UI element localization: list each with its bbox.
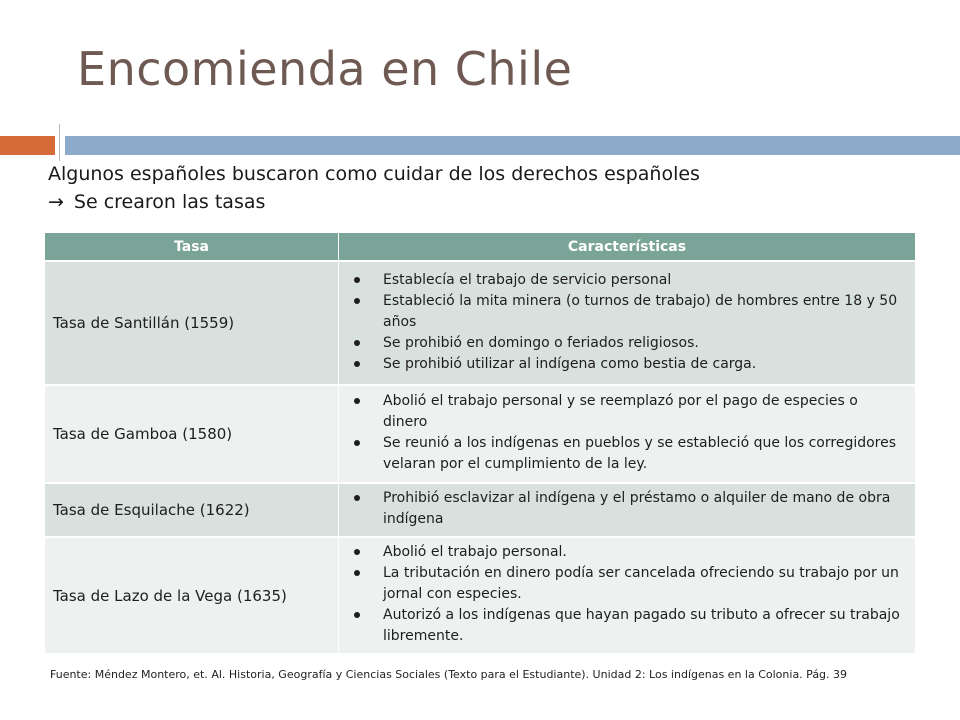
tasas-table (45, 233, 915, 653)
subtitle-line-2 (48, 188, 700, 216)
header-tasa: Tasa (45, 233, 339, 261)
characteristics-list (339, 266, 915, 381)
accent-bar-orange (0, 136, 55, 155)
tasa-characteristics (339, 261, 916, 385)
characteristics-list (339, 538, 915, 653)
list-item: Autorizó a los indígenas que hayan pagado su tributo a ofrecer su trabajo libremente. (383, 605, 901, 647)
subtitle-line-1: Algunos españoles buscaron como cuidar de los derechos españoles (48, 163, 700, 185)
subtitle-line-2-text: Se crearon las tasas (73, 191, 266, 213)
accent-bar-blue (65, 136, 960, 155)
tasa-name: Tasa de Esquilache (1622) (45, 483, 339, 537)
list-item: Estableció la mita minera (o turnos de trabajo) de hombres entre 18 y 50 años (383, 291, 901, 333)
tasa-name: Tasa de Gamboa (1580) (45, 385, 339, 483)
source-citation: Fuente: Méndez Montero, et. Al. Historia, Geografía y Ciencias Sociales (Texto para el Estudiante). Unidad 2: Los indígenas en la Colonia. Pág. 39 (50, 668, 848, 681)
characteristics-list (339, 484, 915, 536)
tasa-name: Tasa de Santillán (1559) (45, 261, 339, 385)
page-title: Encomienda en Chile (77, 42, 573, 96)
table-row (45, 261, 915, 385)
characteristics-list (339, 387, 915, 481)
list-item: La tributación en dinero podía ser cancelada ofreciendo su trabajo por un jornal con especies. (383, 563, 901, 605)
list-item: Abolió el trabajo personal. (383, 542, 901, 563)
table-header-row (45, 233, 915, 261)
list-item: Se prohibió en domingo o feriados religiosos. (383, 333, 901, 354)
divider-line (59, 124, 60, 161)
tasa-characteristics (339, 385, 916, 483)
table-row (45, 483, 915, 537)
header-caracteristicas: Características (339, 233, 916, 261)
list-item: Establecía el trabajo de servicio personal (383, 270, 901, 291)
list-item: Prohibió esclavizar al indígena y el préstamo o alquiler de mano de obra indígena (383, 488, 901, 530)
tasa-name: Tasa de Lazo de la Vega (1635) (45, 537, 339, 653)
list-item: Se prohibió utilizar al indígena como bestia de carga. (383, 354, 901, 375)
tasa-characteristics (339, 483, 916, 537)
list-item: Se reunió a los indígenas en pueblos y se estableció que los corregidores velaran por el cumplimiento de la ley. (383, 433, 901, 475)
arrow-right-icon: → (48, 191, 64, 213)
subtitle-block (48, 160, 700, 216)
table-row (45, 537, 915, 653)
list-item: Abolió el trabajo personal y se reemplazó por el pago de especies o dinero (383, 391, 901, 433)
table-row (45, 385, 915, 483)
tasa-characteristics (339, 537, 916, 653)
